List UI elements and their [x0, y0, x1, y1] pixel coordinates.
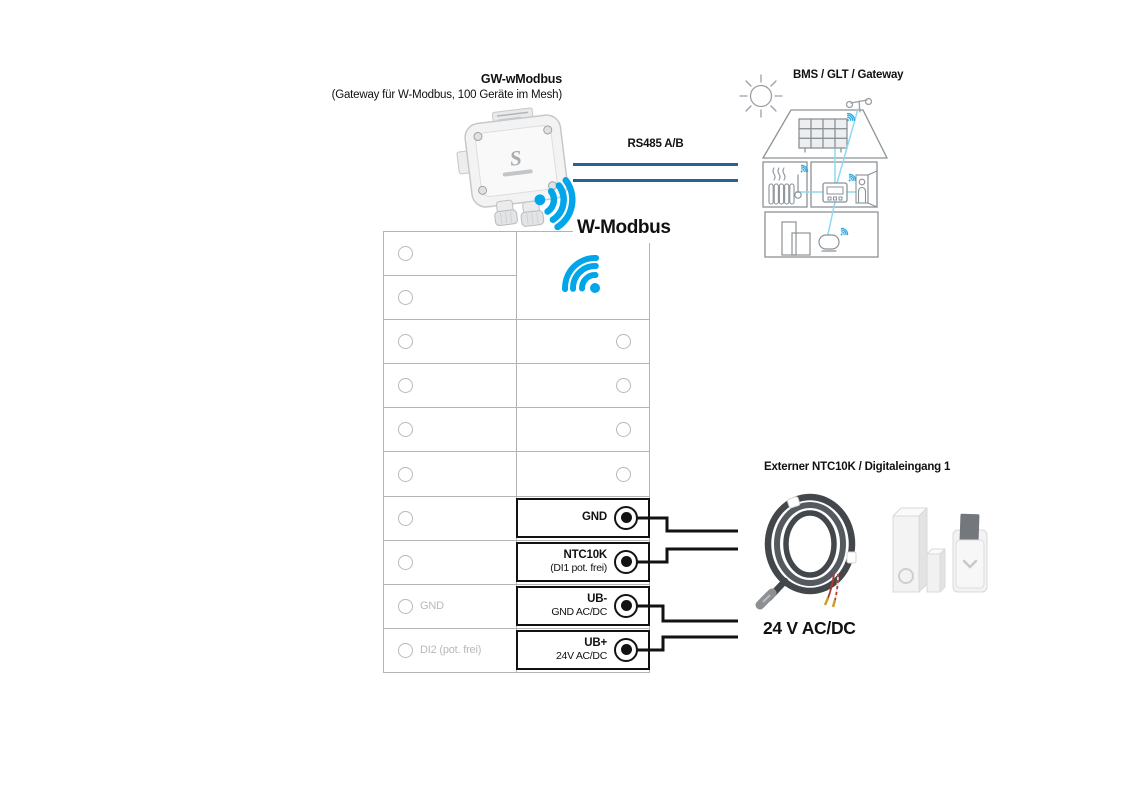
wifi-icon	[838, 227, 849, 238]
ntc-probe-image	[760, 496, 856, 607]
terminal-hole	[398, 422, 413, 437]
terminal-name: GND	[582, 510, 607, 523]
room-right	[811, 162, 877, 207]
terminal-sub: GND AC/DC	[551, 606, 607, 619]
rs485-line-b	[573, 179, 738, 182]
terminal-hole	[398, 378, 413, 393]
terminal-hole	[398, 511, 413, 526]
rs485-label: RS485 A/B	[627, 138, 684, 150]
door-person-icon	[856, 171, 877, 207]
table-row	[517, 320, 650, 364]
terminal-cell-gnd	[517, 497, 650, 541]
wifi-icon	[846, 173, 857, 184]
table-row	[384, 497, 517, 541]
keycard-switch-image	[953, 514, 987, 592]
rs485-line-a	[573, 163, 738, 166]
terminal-name: NTC10K	[563, 548, 607, 561]
wmodbus-label: W-Modbus	[573, 215, 677, 243]
terminal-contact	[614, 638, 638, 662]
table-row	[384, 452, 517, 496]
wire-gnd	[637, 518, 738, 531]
terminal-table	[383, 231, 650, 673]
wire-ub-plus	[637, 637, 738, 650]
external-sensors-label: Externer NTC10K / Digitaleingang 1	[764, 461, 951, 473]
terminal-contact	[614, 506, 638, 530]
sun-icon	[740, 75, 782, 117]
device-logo: S	[508, 145, 524, 171]
wmodbus-wifi-icon	[548, 240, 619, 311]
table-row	[384, 364, 517, 408]
terminal-cell-ntc10k	[517, 541, 650, 585]
terminal-hole	[398, 334, 413, 349]
table-row	[384, 276, 517, 320]
terminal-cell-ub-plus	[517, 629, 650, 673]
terminal-hole	[616, 378, 631, 393]
left-terminal-label: DI2 (pot. frei)	[420, 644, 482, 657]
terminal-hole	[398, 643, 413, 658]
terminal-hole	[398, 599, 413, 614]
wire-ub-minus	[637, 606, 738, 621]
terminal-hole	[398, 555, 413, 570]
table-row	[384, 541, 517, 585]
table-row	[384, 408, 517, 452]
power-supply-label: 24 V AC/DC	[763, 618, 856, 638]
thermometer-icon	[795, 175, 801, 198]
table-row	[384, 585, 517, 629]
thermostat-icon	[823, 183, 847, 202]
gateway-title: GW-wModbus	[480, 72, 562, 86]
terminal-name: UB+	[584, 636, 607, 649]
terminal-sub: 24V AC/DC	[556, 650, 607, 663]
terminal-sub: (DI1 pot. frei)	[550, 562, 607, 575]
terminal-name: UB-	[587, 592, 607, 605]
terminal-hole	[616, 467, 631, 482]
door-contact-image	[893, 508, 945, 592]
terminal-contact	[614, 594, 638, 618]
radiator-icon	[769, 168, 794, 204]
solar-panel-icon	[799, 119, 847, 152]
bms-label: BMS / GLT / Gateway	[793, 69, 904, 81]
sensor-device-icon	[819, 235, 839, 251]
terminal-hole	[398, 246, 413, 261]
terminal-hole	[398, 467, 413, 482]
wire-ntc10k	[637, 549, 738, 562]
gateway-title-block	[316, 71, 562, 103]
terminal-hole	[616, 334, 631, 349]
gateway-subtitle: (Gateway für W-Modbus, 100 Geräte im Mesh)	[331, 88, 562, 101]
table-row	[384, 629, 517, 673]
external-sensors-image	[755, 478, 990, 613]
boiler-icon	[782, 222, 810, 255]
terminal-hole	[398, 290, 413, 305]
wmodbus-wifi-cell	[517, 232, 650, 320]
terminal-cell-ub-minus	[517, 585, 650, 629]
table-row	[517, 408, 650, 452]
terminal-contact	[614, 550, 638, 574]
table-row	[384, 232, 517, 276]
left-terminal-label: GND	[420, 600, 444, 613]
table-row	[517, 452, 650, 496]
table-row	[384, 320, 517, 364]
table-row	[517, 364, 650, 408]
terminal-hole	[616, 422, 631, 437]
building-illustration	[735, 62, 935, 267]
